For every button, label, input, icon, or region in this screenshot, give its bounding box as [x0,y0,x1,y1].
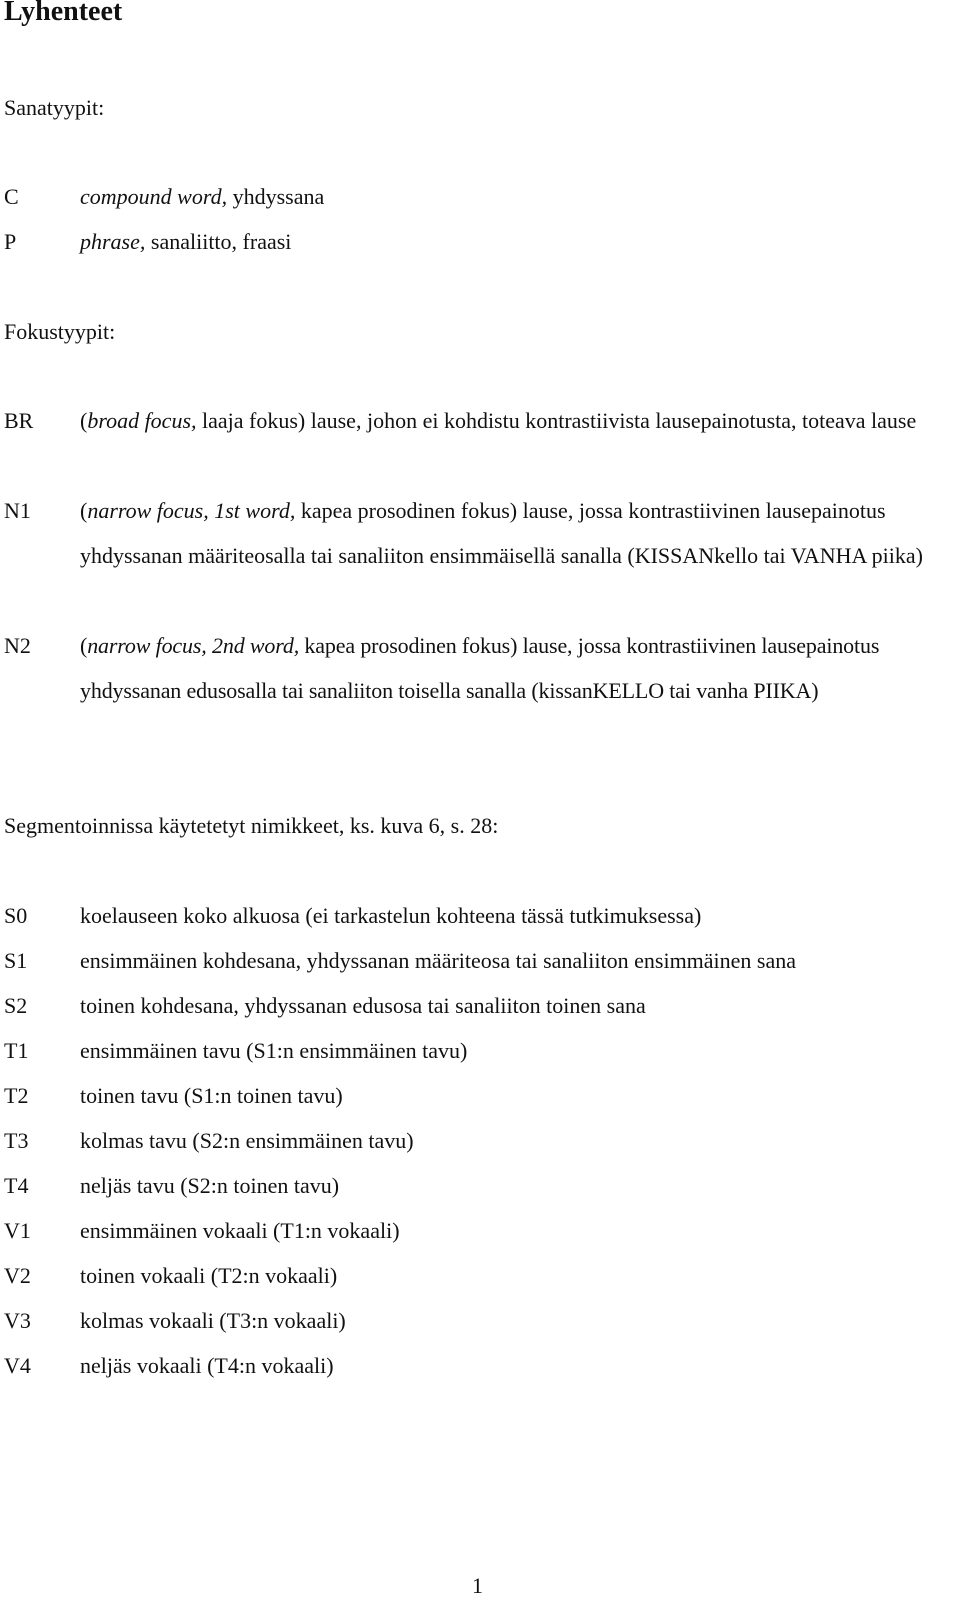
abbreviation-description: neljäs vokaali (T4:n vokaali) [80,1353,334,1378]
english-term: narrow focus, 1st word, [87,498,296,523]
english-term: phrase, [80,229,146,254]
abbreviation-code: BR [4,408,34,433]
segments-heading: Segmentoinnissa käytetetyt nimikkeet, ks. kuva 6, s. 28: [4,813,499,838]
abbreviation-code: V2 [4,1263,31,1288]
finnish-description: kapea prosodinen fokus) lause, jossa kontrastiivinen lausepainotus yhdyssanan määriteosalla tai sanaliiton ensimmäisellä sanalla (KISSANkello tai VANHA piika) [80,498,923,568]
focus-types-heading: Fokustyypit: [4,319,116,344]
abbreviation-description: toinen kohdesana, yhdyssanan edusosa tai sanaliiton toinen sana [80,993,646,1018]
opening-parenthesis: ( [80,498,88,523]
finnish-description: yhdyssana [227,184,325,209]
page-title: Lyhenteet [4,0,123,27]
finnish-description: sanaliitto, fraasi [145,229,292,254]
abbreviation-description: koelauseen koko alkuosa (ei tarkastelun kohteena tässä tutkimuksessa) [80,903,702,928]
abbreviation-code: S0 [4,903,28,928]
abbreviation-description: neljäs tavu (S2:n toinen tavu) [80,1173,340,1198]
abbreviation-code: T1 [4,1038,29,1063]
abbreviation-code: P [4,229,17,254]
abbreviation-description: ensimmäinen vokaali (T1:n vokaali) [80,1218,400,1243]
abbreviation-description: ensimmäinen kohdesana, yhdyssanan määriteosa tai sanaliiton ensimmäinen sana [80,948,797,973]
opening-parenthesis: ( [80,408,88,433]
abbreviation-description [80,398,950,443]
abbreviation-code: T3 [4,1128,29,1153]
abbreviation-code: N1 [4,498,31,523]
abbreviation-code: V4 [4,1353,31,1378]
abbreviation-description: toinen vokaali (T2:n vokaali) [80,1263,338,1288]
abbreviation-code: V3 [4,1308,31,1333]
word-types-heading: Sanatyypit: [4,95,105,120]
abbreviation-code: T2 [4,1083,29,1108]
abbreviation-description: ensimmäinen tavu (S1:n ensimmäinen tavu) [80,1038,468,1063]
english-term: narrow focus, 2nd word, [87,633,300,658]
abbreviation-description [80,174,940,219]
finnish-description: kapea prosodinen fokus) lause, jossa kontrastiivinen lausepainotus yhdyssanan edusosalla tai sanaliiton toisella sanalla (kissanKELLO tai vanha PIIKA) [80,633,880,703]
abbreviation-description [80,623,950,713]
abbreviation-code: S1 [4,948,28,973]
finnish-description: laaja fokus) lause, johon ei kohdistu kontrastiivista lausepainotusta, toteava lause [196,408,917,433]
abbreviation-description: toinen tavu (S1:n toinen tavu) [80,1083,343,1108]
abbreviation-code: N2 [4,633,31,658]
abbreviation-code: C [4,184,19,209]
page-number: 1 [472,1573,483,1598]
abbreviation-code: V1 [4,1218,31,1243]
abbreviation-description: kolmas vokaali (T3:n vokaali) [80,1308,346,1333]
abbreviation-description [80,488,940,578]
abbreviation-description: kolmas tavu (S2:n ensimmäinen tavu) [80,1128,414,1153]
opening-parenthesis: ( [80,633,88,658]
abbreviation-code: T4 [4,1173,29,1198]
english-term: compound word, [80,184,228,209]
english-term: broad focus, [87,408,197,433]
abbreviation-code: S2 [4,993,28,1018]
abbreviation-description [80,219,940,264]
